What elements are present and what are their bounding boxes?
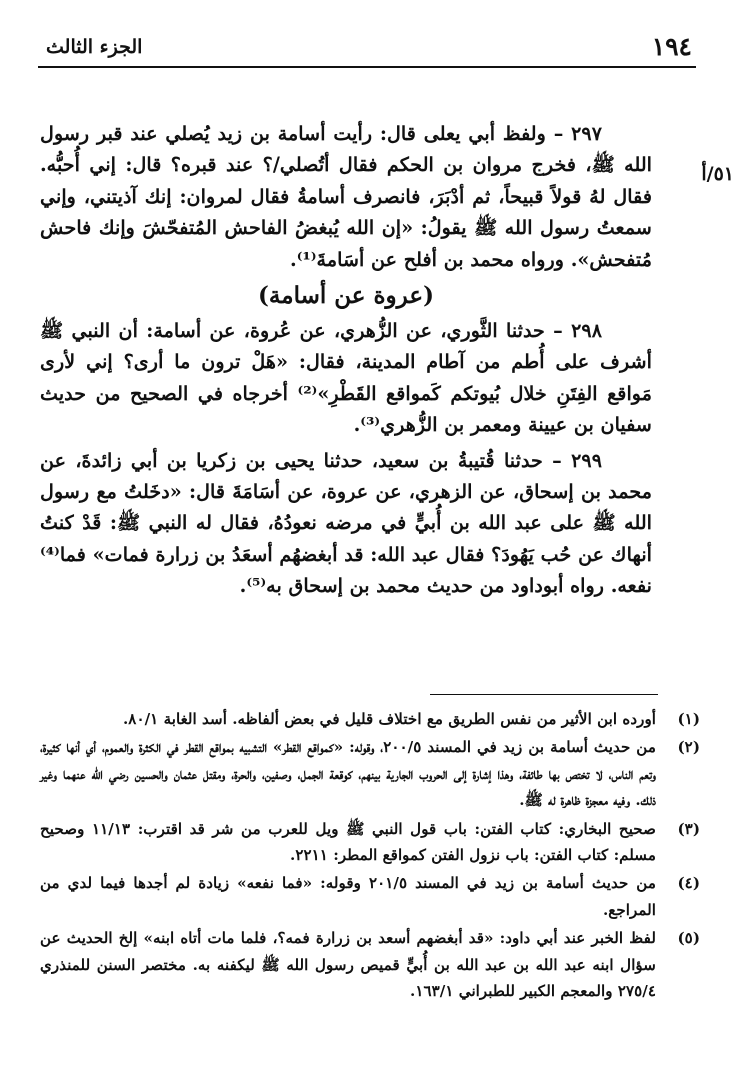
footnote-text: لفظ الخبر عند أبي داود: «قد أبغضهم أسعد بن زرارة فمه؟، فلما مات أتاه ابنه» إلخ الحديث عن سؤال ابنه عبد الله بن عبد الله بن أُبيٍّ قميص رسول الله ﷺ ليكفنه به. مختصر السنن للمنذري ٢٧٥/٤ والمعجم الكبير للطبراني ١٦٣/١. [40, 929, 656, 1001]
footnote-number: (٥) [677, 929, 700, 948]
section-heading: (عروة عن أسامة) [258, 282, 434, 310]
footnote-number: (١) [677, 710, 700, 728]
footnote-text: صحيح البخاري: كتاب الفتن: باب قول النبي ﷺ ويل للعرب من شر قد اقترب: ١١/١٣ وصحيح مسلم: كتاب الفتن: باب نزول الفتن كمواقع المطر: ٢٢١١. [40, 819, 656, 865]
header-rule [38, 66, 696, 68]
footnotes [40, 706, 700, 1006]
hadith-297: ٢٩٧ – ولفظ أبي يعلى قال: رأيت أسامة بن زيد يُصلي عند قبر رسول الله ﷺ، فخرج مروان بن الحكم فقال أتُصلي/؟ عند قبره؟ قال: إني أُحبُّه. فقال لهُ قولاً قبيحاً، ثم أدْبَرَ، فانصرف أسامةُ فقال لمروان: إنك آذيتني، وإني سمعتُ رسول الله ﷺ يقولُ: «إن الله يُبغضُ الفاحش المُتفحّشَ وإنك فاحش مُتفحش». ورواه محمد بن أفلح عن أسَامةَ⁽¹⁾. [40, 122, 652, 271]
footnote-text: أورده ابن الأثير من نفس الطريق مع اختلاف قليل في بعض ألفاظه. أسد الغابة ٨٠/١. [122, 710, 656, 728]
footnote-separator [430, 694, 658, 695]
hadith-299: ٢٩٩ – حدثنا قُتيبةُ بن سعيد، حدثنا يحيى بن زكريا بن أبي زائدةَ، عن محمد بن إسحاق، عن الزهري، عن عروة، عن أسَامَةَ قال: «دخَلتُ مع رسول الله ﷺ على عبد الله بن أُبيٍّ في مرضه نعودُهُ، فقال له النبي ﷺ: قَدْ كنتُ أنهاك عن حُب يَهُودَ؟ فقال عبد الله: قد أبغضهُم أسعَدُ بن زرارة فمات» فما⁽⁴⁾ نفعه. رواه أبوداود من حديث محمد بن إسحاق به⁽⁵⁾. [40, 448, 652, 598]
footnote-5 [40, 925, 700, 1004]
footnote-number: (٢) [677, 738, 700, 757]
footnote-number: (٣) [677, 819, 700, 838]
footnote-4 [40, 870, 700, 923]
hadith-298: ٢٩٨ – حدثنا الثَّوري، عن الزُّهري، عن عُروة، عن أسامة: أن النبي ﷺ أشرف على أُطم من آطام المدينة، فقال: «هَلْ ترون ما أرى؟ إني لأرى مَواقع الفِتَنِ خلال بُيوتكم كَمواقع القَطْرِ»⁽²⁾ أخرجاه في الصحيح من حديث سفيان بن عيينة ومعمر بن الزُّهري⁽³⁾. [40, 319, 652, 437]
part-title: الجزء الثالث [46, 36, 143, 58]
footnote-text: من حديث أسامة بن زيد في المسند ٢٠١/٥ وقوله: «فما نفعه» زيادة لم أجدها فيما لدي من المراجع. [40, 874, 657, 919]
footnote-number: (٤) [677, 874, 700, 893]
footnote-text: من حديث أسامة بن زيد في المسند ٢٠٠/٥، وقوله: «كمواقع القطر» التشبيه بمواقع القطر في الكثرة والعموم، أي أنها كثيرة، وتعم الناس، لا تختص بها طائفة، وهذا إشارة إلى الحروب الجارية بينهم، كوقعة الجمل، وصفين، والحرة، ومقتل عثمان والحسين رضي الله عنهما وغير ذلك. وفيه معجزة ظاهرة له ﷺ. [40, 738, 656, 810]
page-number: ١٩٤ [651, 32, 692, 61]
footnote-2 [40, 734, 700, 813]
manuscript-folio-ref: ٥١/أ [701, 163, 734, 185]
main-text [40, 118, 652, 602]
footnote-3 [40, 816, 700, 869]
footnote-1 [40, 706, 700, 732]
page-header [38, 28, 696, 68]
